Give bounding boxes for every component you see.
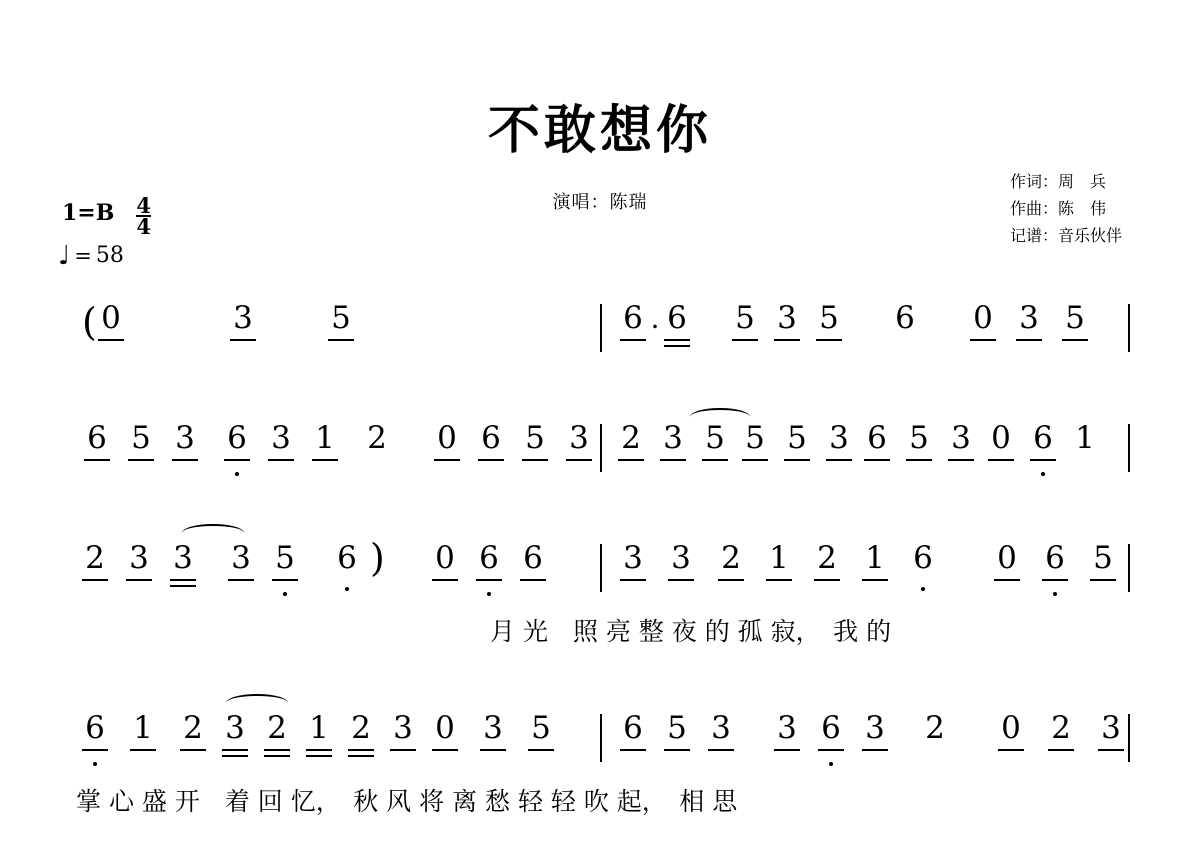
note: 2 [178,710,208,746]
octave-low-dot [829,762,833,766]
note: 2 [716,540,746,576]
note: 3 [618,540,648,576]
meter-numerator: 4 [136,193,151,218]
note-extender [126,300,160,336]
measure-4-group-2 [740,420,854,456]
note: 2 [812,540,842,576]
note: 0 [992,540,1022,576]
music-system-4 [0,710,1200,830]
note: 3 [772,710,802,746]
composer-credit: 作曲：陈 伟 [1009,199,1106,218]
barline [600,544,602,592]
measure-6-group-3 [812,540,890,576]
note: 5 [782,420,812,456]
note: 3 [124,540,154,576]
note-extender [194,300,228,336]
music-system-1 [0,300,1200,420]
note: 5 [526,710,556,746]
note: 6 [1028,420,1058,456]
note: 3 [478,710,508,746]
note: 5 [326,300,356,336]
time-signature [136,193,151,239]
barline [1128,304,1130,352]
measure-6-group-4 [908,540,938,576]
measure-5-group-2 [226,540,300,576]
note: 3 [564,420,594,456]
octave-low-dot [345,587,349,591]
note: 5 [520,420,550,456]
barline [1128,714,1130,762]
note: 6 [618,710,648,746]
note-extender [258,300,292,336]
measure-7-group-1 [80,710,158,746]
tempo-marking [58,240,124,271]
key-signature [62,193,151,240]
note: 3 [946,420,976,456]
octave-low-dot [487,592,491,596]
measure-2-group-3 [890,300,920,336]
credits-block [1010,168,1122,249]
note: 6 [862,420,892,456]
note: 2 [346,710,376,746]
measure-2-group-2 [730,300,844,336]
note: 5 [740,420,770,456]
tempo-equals: = [74,243,92,268]
note: 0 [430,540,460,576]
barline [600,304,602,352]
note: 0 [432,420,462,456]
note: 3 [226,540,256,576]
measure-4-group-4 [986,420,1100,456]
measure-3-group-1 [82,420,200,456]
note: 0 [430,710,460,746]
augmentation-dot: . [651,300,659,335]
note: 1 [310,420,340,456]
note: 5 [270,540,300,576]
note: 3 [658,420,688,456]
note: 3 [772,300,802,336]
note: 2 [80,540,110,576]
note: 3 [388,710,418,746]
octave-low-dot [921,587,925,591]
octave-low-dot [93,762,97,766]
lyricist-credit: 作词：周 兵 [1009,172,1106,191]
note: 5 [1088,540,1118,576]
tempo-bpm: 58 [95,243,124,268]
lyric-line-1: 月 光 照 亮 整 夜 的 孤 寂， 我 的 [490,617,892,646]
note: 3 [228,300,258,336]
measure-8-group-4 [996,710,1126,746]
close-paren: ) [370,536,385,580]
measure-2-group-4 [968,300,1090,336]
measure-1-group-1 [96,300,356,336]
measure-2-group-1 [618,300,692,336]
note: 6 [662,300,692,336]
note-extender [292,300,326,336]
octave-low-dot [1053,592,1057,596]
note: 3 [220,710,250,746]
note: 6 [332,540,362,576]
barline [1128,424,1130,472]
measure-6-group-5 [992,540,1118,576]
note: 6 [518,540,548,576]
measure-6-group-1 [618,540,696,576]
singer-credit: 演唱：陈瑞 [552,192,648,213]
note: 5 [700,420,730,456]
measure-5-group-1 [80,540,198,576]
barline [1128,544,1130,592]
measure-7-group-2 [178,710,418,746]
music-system-2 [0,420,1200,540]
note: 1 [1075,420,1095,456]
note: 1 [860,540,890,576]
meter-denominator: 4 [136,214,151,239]
measure-8-group-1 [618,710,736,746]
note: 6 [476,420,506,456]
note: 3 [666,540,696,576]
note: 1 [128,710,158,746]
note: 3 [860,710,890,746]
measure-5-group-4 [430,540,548,576]
note: 1 [764,540,794,576]
note: 3 [1096,710,1126,746]
note: 2 [616,420,646,456]
note: 0 [968,300,998,336]
note: 6 [474,540,504,576]
note: 0 [986,420,1016,456]
measure-5-group-3 [332,536,385,580]
measure-6-group-2 [716,540,794,576]
note: 6 [82,420,112,456]
measure-8-group-3 [920,710,950,746]
measure-3-group-2 [222,420,340,456]
lyric-line-2: 掌 心 盛 开 着 回 忆， 秋 风 将 离 愁 轻 轻 吹 起， 相 思 [76,787,738,816]
quarter-note-icon: ♩ [58,240,71,271]
note: 6 [80,710,110,746]
octave-low-dot [283,592,287,596]
note: 0 [96,300,126,336]
transcriber-credit: 记谱：音乐伙伴 [1009,226,1122,245]
measure-3-group-4 [432,420,594,456]
octave-low-dot [1041,472,1045,476]
measure-4-group-3 [862,420,976,456]
note: 3 [168,540,198,576]
note: 3 [170,420,200,456]
measure-7-group-3 [430,710,556,746]
note: 6 [816,710,846,746]
note: 6 [222,420,252,456]
note: 0 [996,710,1026,746]
note: 5 [662,710,692,746]
note: 6 [908,540,938,576]
note: 3 [266,420,296,456]
note: 5 [904,420,934,456]
octave-low-dot [235,472,239,476]
note: 2 [367,420,387,456]
music-system-3 [0,536,1200,660]
note: 6 [1040,540,1070,576]
note: 2 [925,710,945,746]
measure-8-group-2 [772,710,890,746]
note: 5 [126,420,156,456]
note: 1 [304,710,334,746]
note: 2 [262,710,292,746]
key-label: 1=B [62,200,115,226]
note: 5 [730,300,760,336]
measure-4-group-1 [616,420,730,456]
note: 6 [618,300,648,336]
note: 5 [814,300,844,336]
page-title: 不敢想你 [487,101,712,161]
open-paren: ( [82,300,97,344]
note: 2 [1046,710,1076,746]
note: 3 [824,420,854,456]
barline [600,424,602,472]
note: 3 [706,710,736,746]
barline [600,714,602,762]
note: 6 [895,300,915,336]
measure-3-group-3 [362,420,392,456]
note: 3 [1014,300,1044,336]
note-extender [160,300,194,336]
note: 5 [1060,300,1090,336]
